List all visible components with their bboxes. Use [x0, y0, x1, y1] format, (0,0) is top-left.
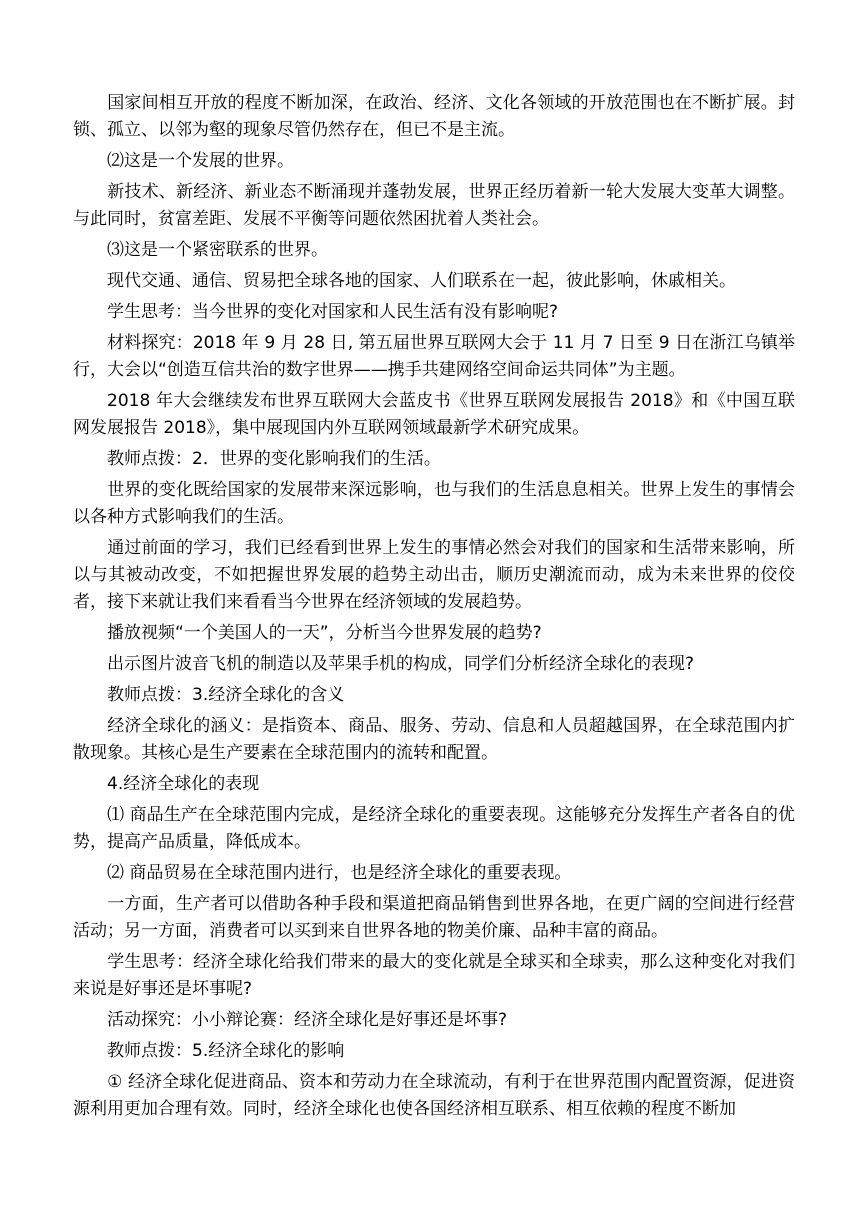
paragraph [73, 179, 795, 237]
paragraph-text: 4.经济全球化的表现 [107, 774, 260, 794]
paragraph [73, 771, 795, 802]
paragraph [73, 388, 795, 446]
paragraph [73, 535, 795, 620]
paragraph-text: 一方面，生产者可以借助各种手段和渠道把商品销售到世界各地，在更广阔的空间进行经营活动；另一方面，消费者可以买到来自世界各地的物美价廉、品种丰富的商品。 [73, 894, 795, 941]
paragraph-text: 国家间相互开放的程度不断加深，在政治、经济、文化各领域的开放范围也在不断扩展。封锁、孤立、以邻为壑的现象尽管仍然存在，但已不是主流。 [73, 93, 795, 140]
paragraph-text: 学生思考：当今世界的变化对国家和人民生活有没有影响呢? [107, 302, 559, 322]
paragraph-text: 教师点拨：3.经济全球化的含义 [107, 685, 345, 705]
paragraph [73, 1007, 795, 1038]
paragraph-text: 材料探究：2018 年 9 月 28 日, 第五届世界互联网大会于 11 月 7 日至 9 日在浙江乌镇举行，大会以“创造互信共治的数字世界——携手共建网络空间命运共同体”为主题。 [73, 333, 795, 380]
paragraph [73, 802, 795, 860]
paragraph [73, 268, 795, 299]
paragraph-text: 2018 年大会继续发布世界互联网大会蓝皮书《世界互联网发展报告 2018》和《中国互联网发展报告 2018》，集中展现国内外互联网领域最新学术研究成果。 [73, 391, 795, 438]
paragraph-text: 出示图片波音飞机的制造以及苹果手机的构成，同学们分析经济全球化的表现? [107, 654, 695, 674]
paragraph-text: 活动探究：小小辩论赛：经济全球化是好事还是坏事? [107, 1010, 508, 1030]
paragraph-text: ⑴ 商品生产在全球范围内完成，是经济全球化的重要表现。这能够充分发挥生产者各自的优势，提高产品质量，降低成本。 [73, 805, 795, 852]
paragraph-text: 现代交通、通信、贸易把全球各地的国家、人们联系在一起，彼此影响，休戚相关。 [107, 271, 736, 291]
document-page [73, 90, 795, 1127]
paragraph [73, 1069, 795, 1127]
paragraph [73, 148, 795, 179]
paragraph-text: 新技术、新经济、新业态不断涌现并蓬勃发展，世界正经历着新一轮大发展大变革大调整。与此同时，贫富差距、发展不平衡等问题依然困扰着人类社会。 [73, 182, 795, 229]
paragraph-text: ① 经济全球化促进商品、资本和劳动力在全球流动，有利于在世界范围内配置资源，促进资源利用更加合理有效。同时，经济全球化也使各国经济相互联系、相互依赖的程度不断加 [73, 1072, 795, 1119]
paragraph-text: ⑶这是一个紧密联系的世界。 [107, 240, 328, 260]
paragraph [73, 237, 795, 268]
paragraph-text: 经济全球化的涵义：是指资本、商品、服务、劳动、信息和人员超越国界，在全球范围内扩散现象。其核心是生产要素在全球范围内的流转和配置。 [73, 716, 795, 763]
paragraph-text: 世界的变化既给国家的发展带来深远影响，也与我们的生活息息相关。世界上发生的事情会以各种方式影响我们的生活。 [73, 480, 795, 527]
paragraph-text: 教师点拨：2．世界的变化影响我们的生活。 [107, 449, 441, 469]
paragraph-text: 播放视频“一个美国人的一天”，分析当今世界发展的趋势? [107, 623, 542, 643]
paragraph [73, 949, 795, 1007]
paragraph [73, 891, 795, 949]
paragraph [73, 90, 795, 148]
paragraph-text: 教师点拨：5.经济全球化的影响 [107, 1041, 345, 1061]
paragraph [73, 860, 795, 891]
paragraph-text: ⑵ 商品贸易在全球范围内进行，也是经济全球化的重要表现。 [107, 863, 572, 883]
paragraph [73, 477, 795, 535]
paragraph [73, 446, 795, 477]
paragraph [73, 1038, 795, 1069]
paragraph [73, 651, 795, 682]
paragraph-text: 学生思考：经济全球化给我们带来的最大的变化就是全球买和全球卖，那么这种变化对我们来说是好事还是坏事呢? [73, 952, 795, 999]
paragraph [73, 620, 795, 651]
paragraph [73, 682, 795, 713]
paragraph [73, 713, 795, 771]
paragraph [73, 330, 795, 388]
paragraph-text: ⑵这是一个发展的世界。 [107, 151, 294, 171]
paragraph [73, 299, 795, 330]
paragraph-text: 通过前面的学习，我们已经看到世界上发生的事情必然会对我们的国家和生活带来影响，所以与其被动改变，不如把握世界发展的趋势主动出击，顺历史潮流而动，成为未来世界的佼佼者，接下来就让我们来看看当今世界在经济领域的发展趋势。 [73, 538, 795, 612]
